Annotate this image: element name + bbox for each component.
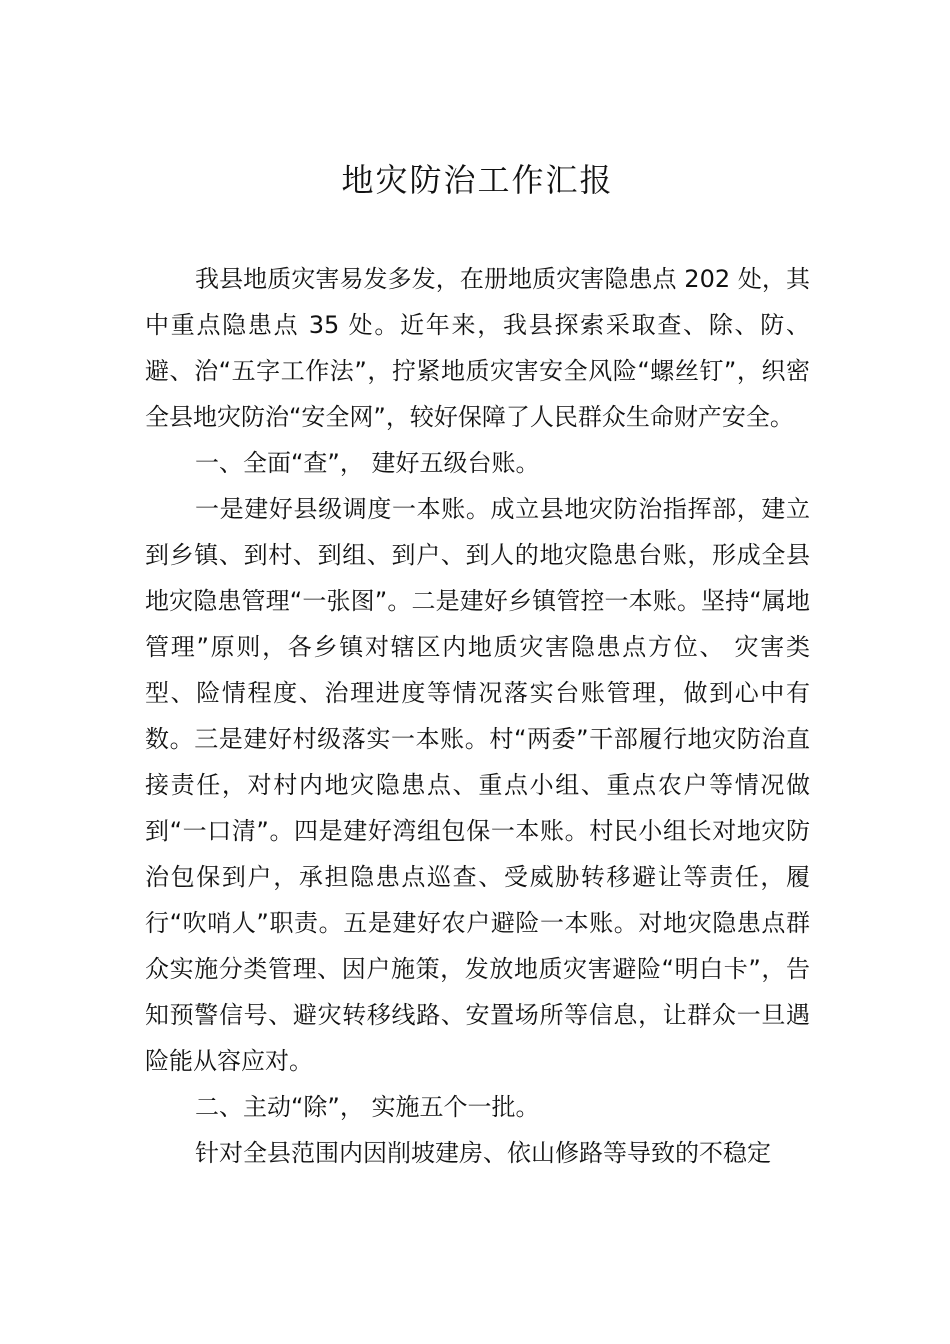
paragraph-intro: 我县地质灾害易发多发，在册地质灾害隐患点 202 处，其中重点隐患点 35 处。近年来，我县探索采取查、除、防、避、治“五字工作法”，拧紧地质灾害安全风险“螺丝钉”，织密全县地灾防治“安全网”，较好保障了人民群众生命财产安全。 — [145, 265, 810, 431]
document-title: 地灾防治工作汇报 — [341, 161, 614, 199]
document-body — [145, 256, 810, 1176]
paragraph-remove: 针对全县范围内因削坡建房、依山修路等导致的不稳定 — [195, 1139, 771, 1167]
section-heading-2: 二、主动“除”， 实施五个一批。 — [195, 1093, 540, 1121]
document-page — [145, 150, 810, 1176]
section-heading-1: 一、全面“查”， 建好五级台账。 — [195, 449, 540, 477]
paragraph-ledger: 一是建好县级调度一本账。成立县地灾防治指挥部，建立到乡镇、到村、到组、到户、到人的地灾隐患台账，形成全县地灾隐患管理“一张图”。二是建好乡镇管控一本账。坚持“属地管理”原则，各乡镇对辖区内地质灾害隐患点方位、 灾害类型、险情程度、治理进度等情况落实台账管理，做到心中有数。三是建好村级落实一本账。村“两委”干部履行地灾防治直接责任，对村内地灾隐患点、重点小组、重点农户等情况做到“一口清”。四是建好湾组包保一本账。村民小组长对地灾防治包保到户，承担隐患点巡查、受威胁转移避让等责任，履行“吹哨人”职责。五是建好农户避险一本账。对地灾隐患点群众实施分类管理、因户施策，发放地质灾害避险“明白卡”，告知预警信号、避灾转移线路、安置场所等信息，让群众一旦遇险能从容应对。 — [145, 495, 810, 1075]
